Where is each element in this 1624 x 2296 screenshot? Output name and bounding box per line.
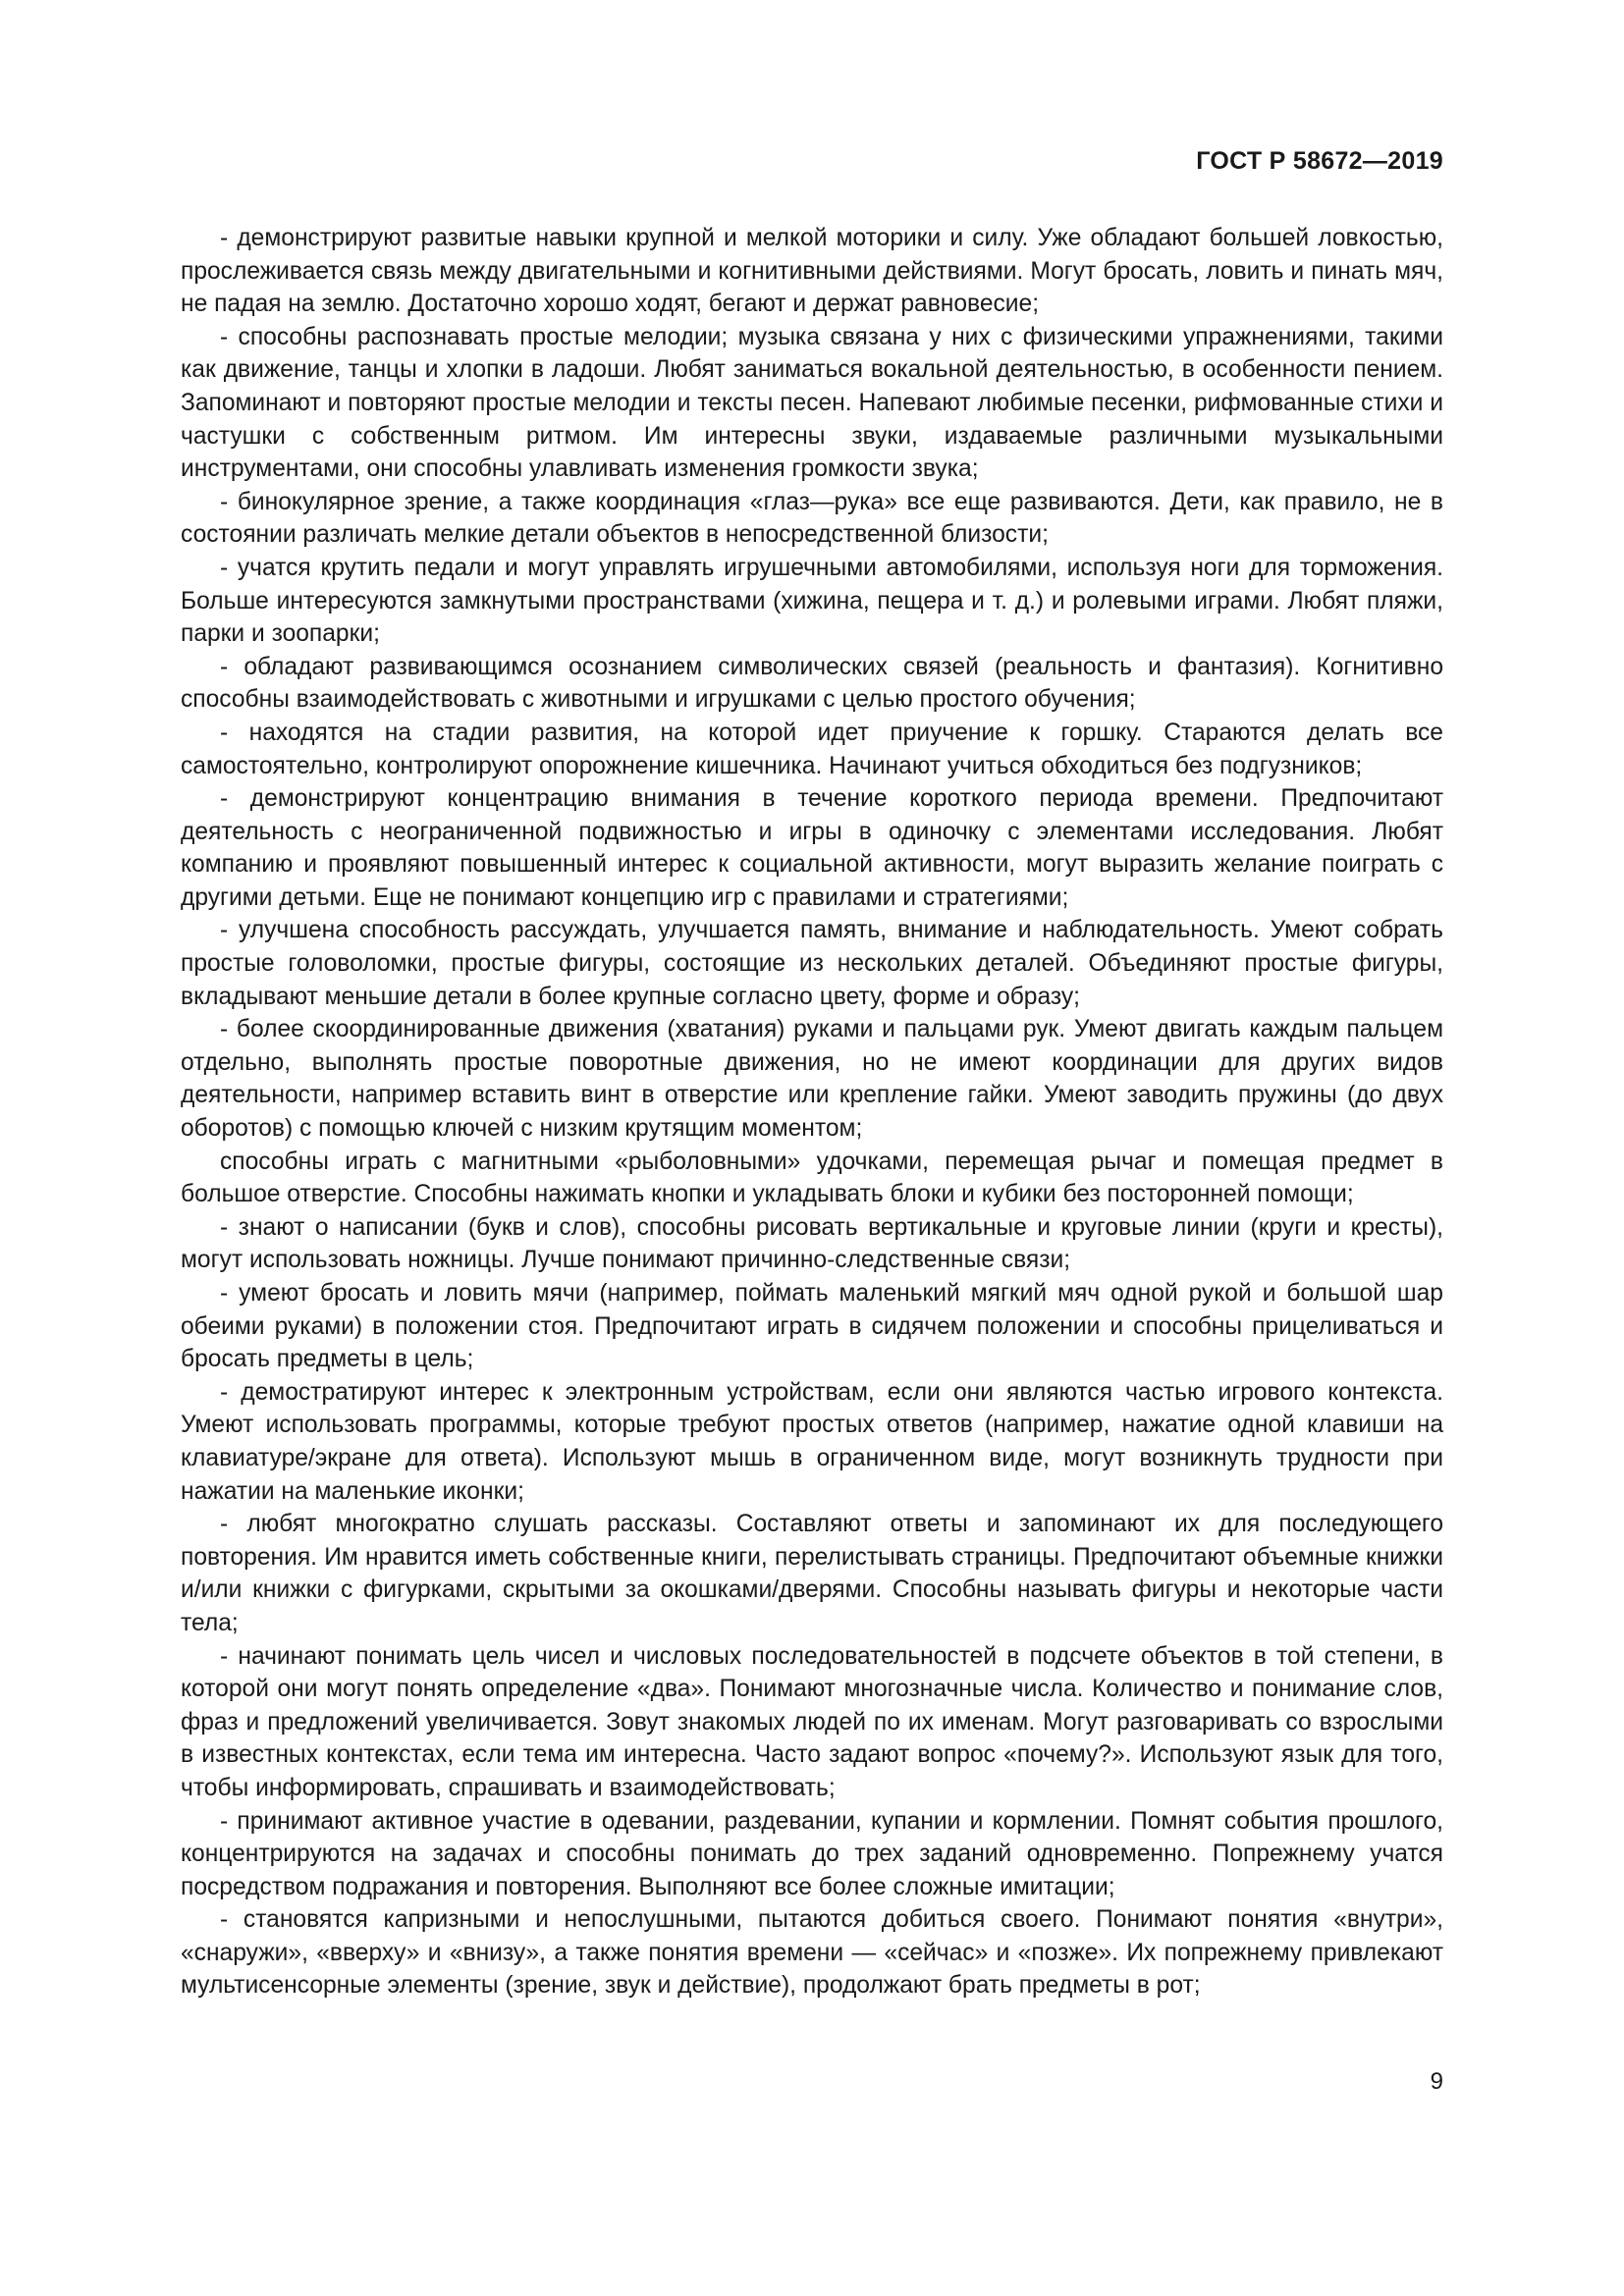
paragraph: - более скоординированные движения (хватания) руками и пальцами рук. Умеют двигать каждым пальцем отдельно, выполнять простые поворотные движения, но не имеют координации для других видов деятельности, например вставить винт в отверстие или крепление гайки. Умеют заводить пружины (до двух оборотов) с помощью ключей с низким крутящим моментом;: [181, 1016, 1443, 1143]
body-text: [181, 222, 1443, 2002]
paragraph: - обладают развивающимся осознанием символических связей (реальность и фантазия). Когнитивно способны взаимодействовать с животными и игрушками с целью простого обучения;: [181, 653, 1443, 714]
paragraph: - способны распознавать простые мелодии; музыка связана у них с физическими упражнениями, такими как движение, танцы и хлопки в ладоши. Любят заниматься вокальной деятельностью, в особенности пением. Запоминают и повторяют простые мелодии и тексты песен. Напевают любимые песенки, рифмованные стихи и частушки с собственным ритмом. Им интересны звуки, издаваемые различными музыкальными инструментами, они способны улавливать изменения громкости звука;: [181, 323, 1443, 483]
paragraph: - демонстрируют развитые навыки крупной и мелкой моторики и силу. Уже обладают большей ловкостью, прослеживается связь между двигательными и когнитивными действиями. Могут бросать, ловить и пинать мяч, не падая на землю. Достаточно хорошо ходят, бегают и держат равновесие;: [181, 225, 1443, 318]
paragraph: - начинают понимать цель чисел и числовых последовательностей в подсчете объектов в той степени, в которой они могут понять определение «два». Понимают многозначные числа. Количество и понимание слов, фраз и предложений увеличивается. Зовут знакомых людей по их именам. Могут разговаривать со взрослыми в известных контекстах, если тема им интересна. Часто задают вопрос «почему?». Используют язык для того, чтобы информировать, спрашивать и взаимодействовать;: [181, 1642, 1443, 1801]
paragraph: - умеют бросать и ловить мячи (например, поймать маленький мягкий мяч одной рукой и большой шар обеими руками) в положении стоя. Предпочитают играть в сидячем положении и способны прицеливаться и бросать предметы в цель;: [181, 1280, 1443, 1373]
paragraph: - учатся крутить педали и могут управлять игрушечными автомобилями, используя ноги для торможения. Больше интересуются замкнутыми пространствами (хижина, пещера и т. д.) и ролевыми играми. Любят пляжи, парки и зоопарки;: [181, 554, 1443, 648]
page-number: 9: [1430, 2068, 1443, 2095]
paragraph: - улучшена способность рассуждать, улучшается память, внимание и наблюдательность. Умеют собрать простые головоломки, простые фигуры, состоящие из нескольких деталей. Объединяют простые фигуры, вкладывают меньшие детали в более крупные согласно цвету, форме и образу;: [181, 917, 1443, 1010]
paragraph: - принимают активное участие в одевании, раздевании, купании и кормлении. Помнят события прошлого, концентрируются на задачах и способны понимать до трех заданий одновременно. Попрежнему учатся посредством подражания и повторения. Выполняют все более сложные имитации;: [181, 1807, 1443, 1900]
paragraph: - бинокулярное зрение, а также координация «глаз—рука» все еще развиваются. Дети, как правило, не в состоянии различать мелкие детали объектов в непосредственной близости;: [181, 488, 1443, 549]
paragraph: - становятся капризными и непослушными, пытаются добиться своего. Понимают понятия «внутри», «снаружи», «вверху» и «внизу», а также понятия времени — «сейчас» и «позже». Их попрежнему привлекают мультисенсорные элементы (зрение, звук и действие), продолжают брать предметы в рот;: [181, 1906, 1443, 2000]
paragraph: - демостратируют интерес к электронным устройствам, если они являются частью игрового контекста. Умеют использовать программы, которые требуют простых ответов (например, нажатие одной клавиши на клавиатуре/экране для ответа). Используют мышь в ограниченном виде, могут возникнуть трудности при нажатии на маленькие иконки;: [181, 1378, 1443, 1505]
paragraph: способны играть с магнитными «рыболовными» удочками, перемещая рычаг и помещая предмет в большое отверстие. Способны нажимать кнопки и укладывать блоки и кубики без посторонней помощи;: [181, 1148, 1443, 1208]
paragraph: - любят многократно слушать рассказы. Составляют ответы и запоминают их для последующего повторения. Им нравится иметь собственные книги, перелистывать страницы. Предпочитают объемные книжки и/или книжки с фигурками, скрытыми за окошками/дверями. Способны называть фигуры и некоторые части тела;: [181, 1511, 1443, 1636]
paragraph: - демонстрируют концентрацию внимания в течение короткого периода времени. Предпочитают деятельность с неограниченной подвижностью и игры в одиночку с элементами исследования. Любят компанию и проявляют повышенный интерес к социальной активности, могут выразить желание поиграть с другими детьми. Еще не понимают концепцию игр с правилами и стратегиями;: [181, 785, 1443, 911]
document-number: ГОСТ Р 58672—2019: [1196, 147, 1443, 175]
paragraph: - находятся на стадии развития, на которой идет приучение к горшку. Стараются делать все самостоятельно, контролируют опорожнение кишечника. Начинают учиться обходиться без подгузников;: [181, 719, 1443, 779]
paragraph: - знают о написании (букв и слов), способны рисовать вертикальные и круговые линии (круги и кресты), могут использовать ножницы. Лучше понимают причинно-следственные связи;: [181, 1213, 1443, 1274]
